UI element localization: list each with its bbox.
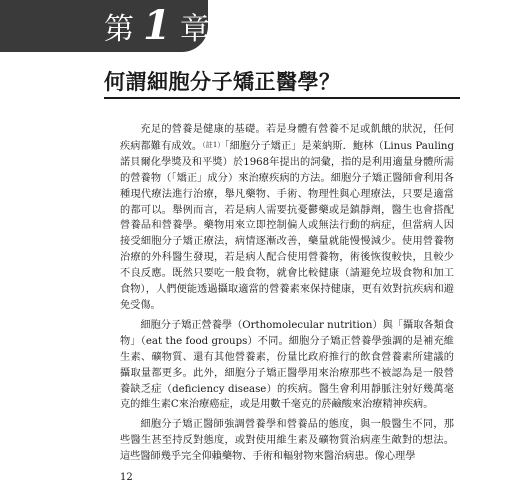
body-text [120,122,454,469]
paragraph-text: 充足的營養是健康的基礎。若是身體有營養不足或飢餓的狀況，任何疾病都難有成效。 [120,124,454,152]
chapter-suffix: 章 [179,12,211,47]
title-underline [104,97,460,99]
page-number: 12 [120,472,133,483]
chapter-header-tab [0,0,211,52]
chapter-number: 1 [143,2,172,49]
paragraph: 細胞分子矯正營養學（Orthomolecular nutrition）與「攝取各類食物」（eat the food groups）不同。細胞分子矯正營養學強調的是補充維生素、礦物質、還有其他營養素，份量比政府推行的飲食營養素所建議的攝取量都更多。此外，細胞分子矯正醫學用來治療那些不被認為是一般營養缺乏症（deficiency disease）的疾病。醫生會利用靜脈注射好幾萬毫克的維生素C來治療癌症，或是用數千毫克的菸鹼酸來治療精神疾病。 [120,319,454,411]
paragraph: 細胞分子矯正醫師強調營養學和營養品的態度，與一般醫生不同，那些醫生甚至持反對態度，或對使用維生素及礦物質治病產生敵對的想法。這些醫師幾乎完全仰賴藥物、手術和輻射物來醫治病患。像心理學 [120,419,454,463]
paragraph-text: 「細胞分子矯正」是萊納斯．鮑林（Linus Pauling諾貝爾化學獎及和平獎）於1968年提出的詞彙，指的是利用適量身體所需的營養物（「矯正」成分）來治療疾病的方法。細胞分子矯正醫師會利用各種現代療法進行治療，舉凡藥物、手術、物理性與心理療法，只要是適當的都可以。舉例而言，若是病人需要抗憂鬱藥或是鎮靜劑，醫生也會搭配營養品和營養學。藥物用來立即控制偏人或無法行動的病症，但當病人因接受細胞分子矯正療法，病情逐漸改善，藥量就能慢慢減少。使用營養物治療的外科醫生發現，若是病人配合使用營養物，術後恢復較快，且較少不良反應。既然只要吃一般食物，就會比較健康（請避免垃圾食物和加工食物），人們便能透過攝取適當的營養素來保持健康，更有效對抗疾病和避免受傷。 [120,140,454,311]
paragraph [120,122,454,314]
chapter-prefix: 第 [104,12,135,47]
chapter-title: 何謂細胞分子矯正醫學？ [104,69,341,94]
footnote-reference: （註1） [202,140,225,149]
